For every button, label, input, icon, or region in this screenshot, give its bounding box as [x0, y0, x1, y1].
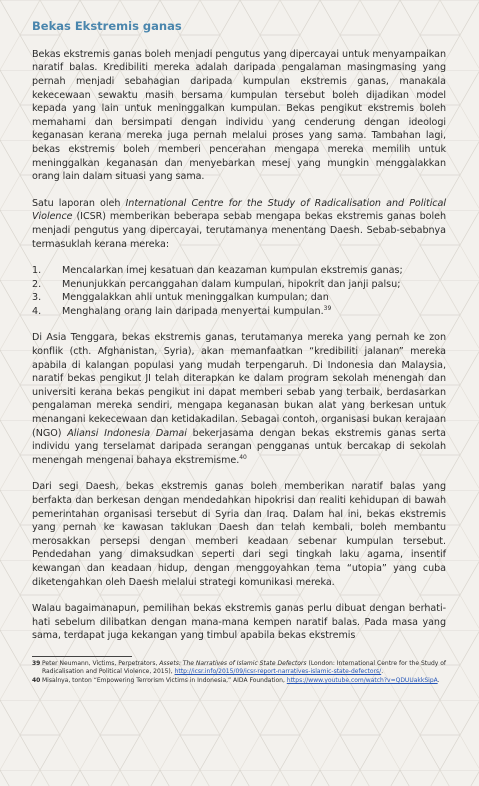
- list-number: 3.: [32, 292, 42, 304]
- reasons-list: [32, 264, 446, 318]
- list-number: 4.: [32, 305, 42, 317]
- paragraph-1: Bekas ekstremis ganas boleh menjadi pengutus yang dipercayai untuk menyampaikan naratif balas. Kredibiliti mereka adalah daripada pengalaman masingmasing yang pernah menjadi sebahagian daripada kumpulan ekstremis ganas, manakala kekecewaan sewaktu masih bersama kumpulan tersebut boleh dijadikan model kepada yang lain untuk meninggalkan kumpulan. Bekas pengikut ekstremis boleh memahami dan bersimpati dengan individu yang cenderung dengan ideologi keganasan kerana mereka juga pernah melalui proses yang sama. Tambahan lagi, bekas ekstremis boleh memberi pencerahan mengapa mereka memilih untuk meninggalkan keganasan dan menyebarkan mesej yang mungkin menggalakkan orang lain dalam situasi yang sama.: [32, 48, 446, 183]
- footnote-title: Assets: The Narratives of Islamic State Defectors: [159, 659, 307, 667]
- list-text: [62, 305, 331, 319]
- list-number: 1.: [32, 265, 42, 277]
- icsr-org-name: International Centre for the Study of Radicalisation and Political Violence: [32, 197, 446, 223]
- footnote-text-b: (London: International Centre for the Study of Radicalisation and Political Violence, 2015),: [42, 659, 447, 675]
- list-text: [62, 264, 403, 278]
- list-item-text: Menghalang orang lain daripada menyertai kumpulan.: [62, 305, 324, 317]
- paragraph-2: [32, 197, 446, 251]
- paragraph-5: Walau bagaimanapun, pemilihan bekas ekstremis ganas perlu dibuat dengan berhati-hati sebelum dilibatkan dengan mana-mana kempen naratif balas. Pada masa yang sama, terdapat juga kekangan yang timbul apabila bekas ekstremis: [32, 603, 446, 642]
- list-number: 2.: [32, 278, 42, 290]
- list-item: [32, 305, 446, 319]
- footnote-text-a: Peter Neumann, Victims, Perpetrators,: [42, 659, 160, 667]
- paragraph-4: Dari segi Daesh, bekas ekstremis ganas boleh memberikan naratif balas yang berfakta dan berkesan dengan mendedahkan hipokrisi dan realiti kehidupan di bawah pemerintahan organisasi tersebut di Syria dan Iraq. Dalam hal ini, bekas ekstremis yang pernah ke kawasan taklukan Daesh dan telah kembali, boleh membantu merosakkan persepsi dengan memberi keadaan sebenar kumpulan tersebut. Pendedahan yang dimaksudkan seperti dari segi tingkah laku agama, insentif kewangan dan keadaan hidup, dengan menggoyahkan tema “utopia” yang cuba diketengahkan oleh Daesh melalui strategi komunikasi mereka.: [32, 481, 446, 588]
- document-page: [32, 20, 446, 686]
- list-text: [62, 291, 329, 305]
- list-item: [32, 264, 446, 278]
- footnote-text: [42, 677, 446, 685]
- list-item-text: Menggalakkan ahli untuk meninggalkan kumpulan; dan: [62, 292, 329, 304]
- paragraph-3: [32, 331, 446, 467]
- footnote-ref-40[interactable]: 40: [239, 453, 247, 461]
- footnote-link[interactable]: http://icsr.info/2015/09/icsr-report-narratives-islamic-state-defectors/: [174, 667, 382, 675]
- list-item-text: Mencalarkan imej kesatuan dan keazaman kumpulan ekstremis ganas;: [62, 265, 403, 277]
- section-heading: Bekas Ekstremis ganas: [32, 19, 182, 33]
- list-item: [32, 291, 446, 305]
- footnote-divider: [32, 656, 132, 657]
- paragraph-3-text-b: bekerjasama dengan bekas ekstremis ganas serta individu yang terselamat daripada serangan pengganas untuk bercakap di sekolah menengah mengenai bahaya ekstremisme.: [32, 427, 446, 466]
- list-text: [62, 278, 400, 292]
- paragraph-3-text-a: Di Asia Tenggara, bekas ekstremis ganas, terutamanya mereka yang pernah ke zon konflik (cth. Afghanistan, Syria), akan memanfaatkan “kredibiliti jalanan” mereka apabila di kalangan populasi yang mudah terpengaruh. Di Indonesia dan Malaysia, naratif bekas pengikut JI telah diterapkan ke dalam program sekolah menengah dan universiti kerana bekas pengikut ini dapat memberi sebab yang terbaik, berdasarkan pengalaman mereka sendiri, mengapa keganasan bukan alat yang berkesan untuk menangani kekecewaan dan ketidakadilan. Sebagai contoh, organisasi bukan kerajaan (NGO): [32, 332, 446, 439]
- aida-org-name: Aliansi Indonesia Damai: [67, 427, 187, 439]
- footnote-number: 39: [32, 659, 41, 667]
- footnote-ref-39[interactable]: 39: [323, 304, 332, 312]
- footnote-text-a: Misalnya, tonton “Empowering Terrorism Victims in Indonesia,” AIDA Foundation,: [42, 676, 287, 684]
- footnote-link[interactable]: https://www.youtube.com/watch?v=QDUUakkSipA: [286, 676, 438, 684]
- footnote-end: .: [381, 667, 384, 675]
- paragraph-2-text-a: Satu laporan oleh: [32, 197, 126, 209]
- list-item: [32, 278, 446, 292]
- footnote-39: [32, 660, 446, 676]
- footnote-number: 40: [32, 676, 41, 684]
- footnote-text: [42, 660, 446, 676]
- footnote-40: [32, 677, 446, 685]
- list-item-text: Menunjukkan percanggahan dalam kumpulan, hipokrit dan janji palsu;: [62, 278, 401, 290]
- footnote-end: .: [437, 676, 440, 684]
- paragraph-2-text-b: (ICSR) memberikan beberapa sebab mengapa bekas ekstremis ganas boleh menjadi pengutus yang dipercayai, terutamanya menentang Daesh. Sebab-sebabnya termasuklah kerana mereka:: [32, 211, 446, 250]
